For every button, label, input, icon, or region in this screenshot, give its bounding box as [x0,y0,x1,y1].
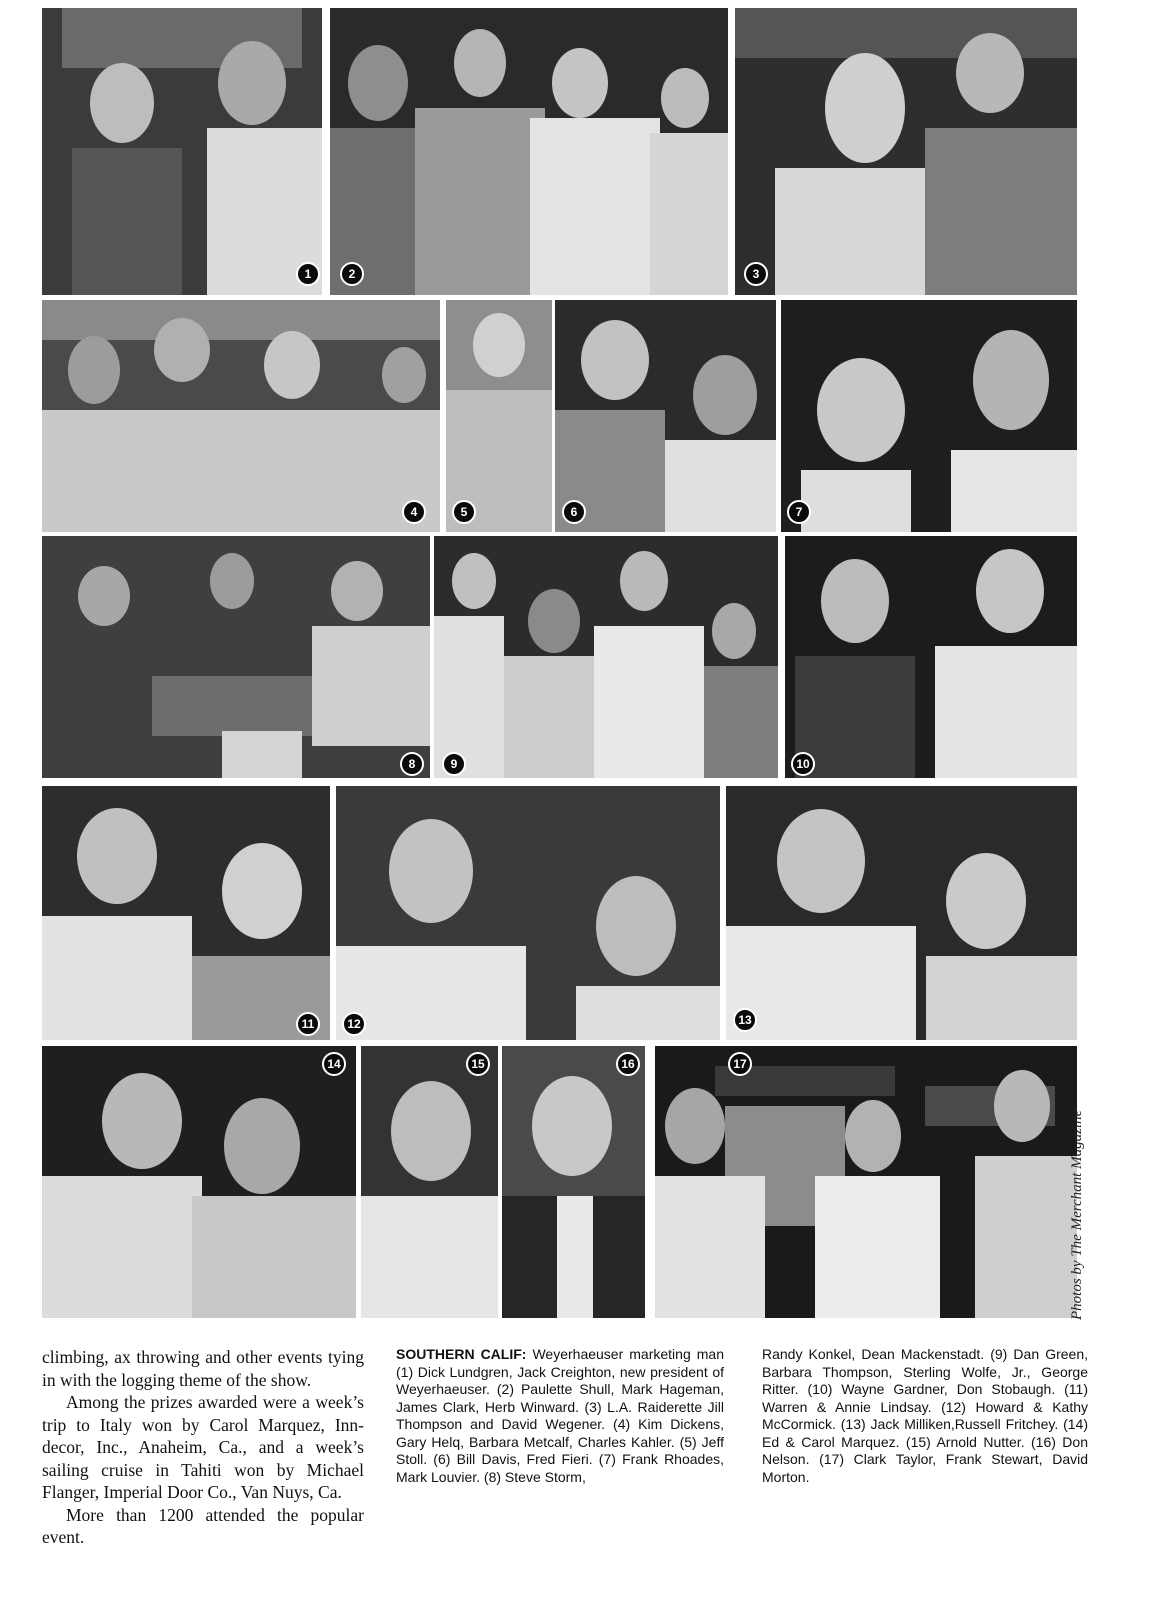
caption-column-continued [762,1346,1088,1486]
photo-number-badge: 15 [466,1052,490,1076]
photo-number-badge: 17 [728,1052,752,1076]
body-paragraph: Among the prizes awarded were a week’s trip to Italy won by Carol Marquez, Inn-decor, Inc., Anaheim, Ca., and a week’s sailing cruise in Tahiti won by Michael Flanger, Imperial Door Co., Van Nuys, Ca. [42,1392,364,1502]
photo-4 [42,300,440,532]
photo-number-badge: 8 [400,752,424,776]
photo-number-badge: 1 [296,262,320,286]
photo-10 [785,536,1077,778]
caption-text: Randy Konkel, Dean Mackenstadt. (9) Dan Green, Barbara Thompson, Sterling Wolfe, Jr., George Ritter. (10) Wayne Gardner, Don Stobaugh. (11) Warren & Annie Lindsay. (12) Howard & Kathy McCormick. (13) Jack Milliken,Russell Fritchey. (14) Ed & Carol Marquez. (15) Arnold Nutter. (16) Don Nelson. (17) Clark Taylor, Frank Stewart, David Morton. [762,1346,1088,1485]
photo-15 [361,1046,498,1318]
caption-column [396,1346,724,1486]
photo-17 [655,1046,1077,1318]
photo-number-badge: 6 [562,500,586,524]
photo-number-badge: 12 [342,1012,366,1036]
photo-number-badge: 16 [616,1052,640,1076]
caption-lead: SOUTHERN CALIF: [396,1346,527,1362]
photo-number-badge: 11 [296,1012,320,1036]
photo-number-badge: 4 [402,500,426,524]
body-paragraph: climbing, ax throwing and other events tying in with the logging theme of the show. [42,1347,364,1390]
photo-number-badge: 7 [787,500,811,524]
photo-6 [555,300,776,532]
caption-text: Weyerhaeuser marketing man (1) Dick Lundgren, Jack Creighton, new president of Weyerhaeuser. (2) Paulette Shull, Mark Hageman, James Clark, Herb Winward. (3) L.A. Raiderette Jill Thompson and David Wegener. (4) Kim Dickens, Gary Helq, Barbara Metcalf, Charles Kahler. (5) Jeff Stoll. (6) Bill Davis, Fred Fieri. (7) Frank Rhoades, Mark Louvier. (8) Steve Storm, [396,1346,724,1485]
photo-number-badge: 5 [452,500,476,524]
article-body-column [42,1346,364,1549]
photo-8 [42,536,430,778]
photo-number-badge: 9 [442,752,466,776]
photo-3 [735,8,1077,295]
photo-number-badge: 13 [733,1008,757,1032]
photo-7 [781,300,1077,532]
photo-number-badge: 2 [340,262,364,286]
photo-2 [330,8,728,295]
photo-14 [42,1046,356,1318]
photo-credit: Photos by The Merchant Magazine [1069,1109,1085,1320]
photo-11 [42,786,330,1040]
photo-5 [446,300,552,532]
photo-12 [336,786,720,1040]
body-paragraph: More than 1200 attended the popular event. [42,1504,364,1547]
photo-16 [502,1046,645,1318]
photo-number-badge: 14 [322,1052,346,1076]
photo-13 [726,786,1077,1040]
photo-9 [434,536,778,778]
photo-number-badge: 3 [744,262,768,286]
photo-number-badge: 10 [791,752,815,776]
photo-1 [42,8,322,295]
